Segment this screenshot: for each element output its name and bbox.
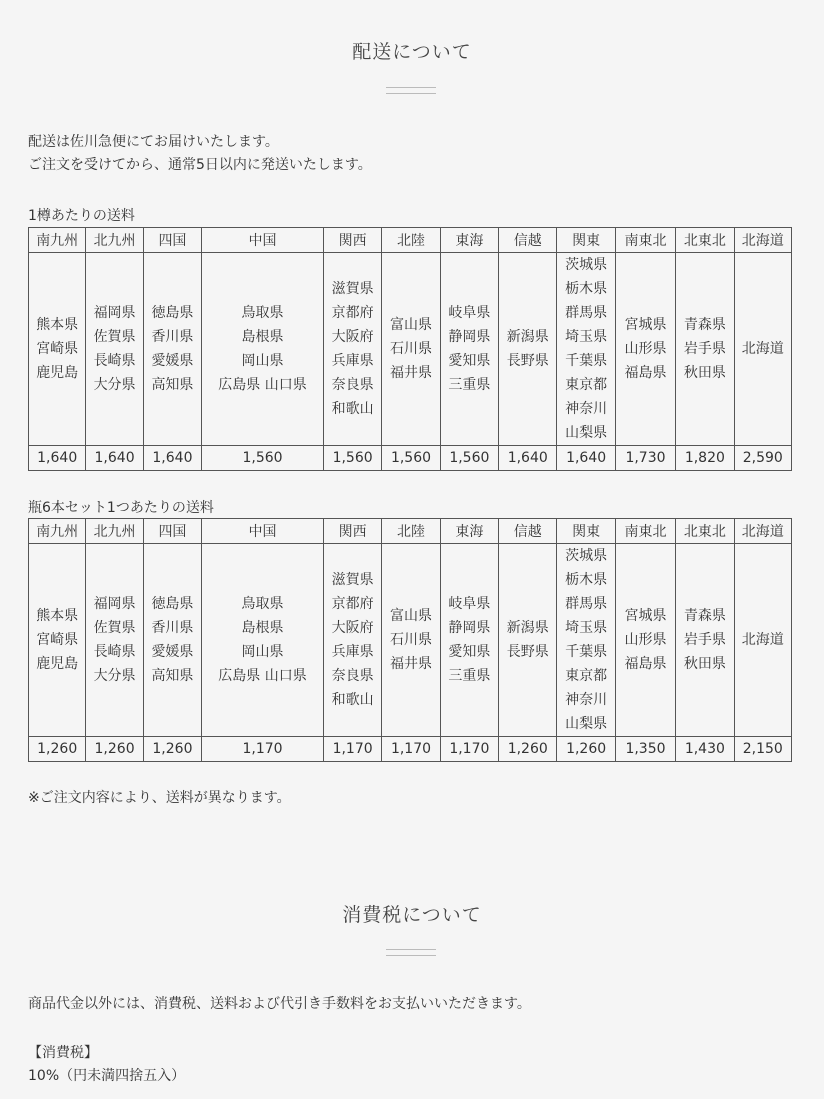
prefecture-name: 大分県: [93, 668, 136, 684]
prefecture-name: 宮城県: [624, 317, 667, 333]
prefecture-name: 神奈川: [565, 692, 608, 708]
prefecture-name: 愛媛県: [151, 644, 194, 660]
prefecture-name: 徳島県: [151, 596, 194, 612]
prefecture-name: 福井県: [389, 365, 432, 381]
prefecture-name: 埼玉県: [565, 620, 608, 636]
prefecture-name: 香川県: [151, 620, 194, 636]
prefecture-row: [29, 253, 792, 446]
price-cell: 1,170: [202, 737, 324, 762]
prefecture-name: 滋賀県: [331, 572, 374, 588]
prefecture-name: 新潟県: [506, 329, 549, 345]
prefecture-cell: [676, 253, 734, 446]
prefecture-name: 宮崎県: [36, 632, 79, 648]
prefecture-cell: [86, 253, 143, 446]
region-header: 北海道: [734, 519, 791, 544]
prefecture-name: 宮崎県: [36, 341, 79, 357]
region-header: 南東北: [615, 228, 675, 253]
prefecture-name: 岡山県: [241, 353, 284, 369]
prefecture-name: 愛知県: [448, 353, 491, 369]
prefecture-name: 徳島県: [151, 305, 194, 321]
prefecture-name: 広島県 山口県: [218, 668, 307, 684]
prefecture-name: 高知県: [151, 668, 194, 684]
price-cell: 1,640: [557, 446, 615, 471]
prefecture-cell: [323, 544, 381, 737]
prefecture-name: 埼玉県: [565, 329, 608, 345]
prefecture-cell: [440, 544, 498, 737]
region-header: 北陸: [382, 519, 440, 544]
prefecture-cell: [143, 544, 201, 737]
region-header: 北陸: [382, 228, 440, 253]
prefecture-name: 茨城県: [565, 548, 608, 564]
prefecture-cell: [499, 544, 557, 737]
prefecture-name: 新潟県: [506, 620, 549, 636]
price-cell: 1,640: [499, 446, 557, 471]
region-header: 信越: [499, 228, 557, 253]
prefecture-name: 香川県: [151, 329, 194, 345]
region-header: 中国: [202, 228, 324, 253]
prefecture-name: 島根県: [241, 329, 284, 345]
price-cell: 1,170: [440, 737, 498, 762]
region-header: 四国: [143, 228, 201, 253]
prefecture-name: 岡山県: [241, 644, 284, 660]
prefecture-name: 鳥取県: [241, 305, 284, 321]
shipping-note: ※ご注文内容により、送料が異なります。: [28, 790, 291, 806]
prefecture-cell: [202, 253, 324, 446]
shipping-table-barrel: [28, 227, 792, 471]
prefecture-name: 鹿児島: [36, 365, 79, 381]
region-header: 中国: [202, 519, 324, 544]
prefecture-cell: [382, 253, 440, 446]
prefecture-name: 京都府: [331, 596, 374, 612]
price-cell: 1,260: [557, 737, 615, 762]
tax-label: 【消費税】: [28, 1045, 98, 1061]
price-cell: 1,820: [676, 446, 734, 471]
prefecture-name: 長野県: [506, 644, 549, 660]
price-cell: 1,640: [29, 446, 86, 471]
prefecture-name: 三重県: [448, 668, 491, 684]
prefecture-name: 山形県: [624, 632, 667, 648]
prefecture-name: 石川県: [389, 632, 432, 648]
prefecture-name: 長野県: [506, 353, 549, 369]
prefecture-name: 佐賀県: [93, 329, 136, 345]
region-header: 関東: [557, 519, 615, 544]
prefecture-name: 和歌山: [331, 401, 374, 417]
prefecture-cell: [734, 253, 791, 446]
prefecture-cell: [615, 253, 675, 446]
price-cell: 1,560: [323, 446, 381, 471]
prefecture-name: 長崎県: [93, 644, 136, 660]
region-header: 北九州: [86, 228, 143, 253]
region-header: 南九州: [29, 519, 86, 544]
prefecture-name: 秋田県: [683, 656, 726, 672]
prefecture-name: 長崎県: [93, 353, 136, 369]
prefecture-name: 兵庫県: [331, 353, 374, 369]
prefecture-name: 熊本県: [36, 317, 79, 333]
prefecture-name: 神奈川: [565, 401, 608, 417]
prefecture-cell: [29, 544, 86, 737]
price-cell: 1,350: [615, 737, 675, 762]
prefecture-name: 東京都: [565, 668, 608, 684]
region-header: 関西: [323, 228, 381, 253]
prefecture-name: 北海道: [741, 341, 784, 357]
region-header: 関東: [557, 228, 615, 253]
price-cell: 1,560: [202, 446, 324, 471]
prefecture-name: 宮城県: [624, 608, 667, 624]
prefecture-cell: [143, 253, 201, 446]
prefecture-name: 群馬県: [565, 305, 608, 321]
prefecture-name: 鳥取県: [241, 596, 284, 612]
prefecture-name: 島根県: [241, 620, 284, 636]
prefecture-name: 大分県: [93, 377, 136, 393]
region-header: 四国: [143, 519, 201, 544]
prefecture-name: 和歌山: [331, 692, 374, 708]
tax-title: 消費税について: [342, 904, 482, 926]
price-cell: 1,260: [499, 737, 557, 762]
prefecture-cell: [615, 544, 675, 737]
price-cell: 1,170: [323, 737, 381, 762]
price-row: [29, 446, 792, 471]
prefecture-name: 群馬県: [565, 596, 608, 612]
shipping-table-bottle-set: [28, 518, 792, 762]
region-header: 東海: [440, 228, 498, 253]
title-divider: [386, 87, 436, 94]
price-cell: 1,260: [29, 737, 86, 762]
price-cell: 2,150: [734, 737, 791, 762]
prefecture-cell: [202, 544, 324, 737]
prefecture-name: 京都府: [331, 305, 374, 321]
price-cell: 1,560: [382, 446, 440, 471]
shipping-intro-line-1: 配送は佐川急便にてお届けいたします。: [28, 134, 279, 150]
prefecture-name: 秋田県: [683, 365, 726, 381]
prefecture-name: 山梨県: [565, 716, 608, 732]
prefecture-cell: [86, 544, 143, 737]
prefecture-name: 岩手県: [683, 632, 726, 648]
prefecture-name: 奈良県: [331, 668, 374, 684]
prefecture-name: 福島県: [624, 365, 667, 381]
prefecture-cell: [676, 544, 734, 737]
prefecture-cell: [499, 253, 557, 446]
prefecture-cell: [29, 253, 86, 446]
prefecture-cell: [382, 544, 440, 737]
prefecture-name: 岩手県: [683, 341, 726, 357]
prefecture-name: 兵庫県: [331, 644, 374, 660]
tax-rate: 10%（円未満四捨五入）: [28, 1068, 186, 1084]
region-header: 信越: [499, 519, 557, 544]
prefecture-name: 青森県: [683, 608, 726, 624]
prefecture-name: 岐阜県: [448, 305, 491, 321]
prefecture-name: 山形県: [624, 341, 667, 357]
price-cell: 1,640: [143, 446, 201, 471]
price-cell: 1,730: [615, 446, 675, 471]
prefecture-name: 福岡県: [93, 305, 136, 321]
prefecture-row: [29, 544, 792, 737]
prefecture-name: 福島県: [624, 656, 667, 672]
prefecture-cell: [734, 544, 791, 737]
title-divider: [386, 949, 436, 956]
region-header: 北九州: [86, 519, 143, 544]
price-row: [29, 737, 792, 762]
prefecture-name: 愛知県: [448, 644, 491, 660]
tax-description: 商品代金以外には、消費税、送料および代引き手数料をお支払いいただきます。: [28, 996, 531, 1012]
prefecture-name: 茨城県: [565, 257, 608, 273]
prefecture-name: 福井県: [389, 656, 432, 672]
prefecture-cell: [440, 253, 498, 446]
price-cell: 1,430: [676, 737, 734, 762]
shipping-title: 配送について: [352, 41, 472, 63]
price-cell: 1,260: [86, 737, 143, 762]
table-caption-bottle-set: 瓶6本セット1つあたりの送料: [28, 500, 214, 516]
region-header: 北東北: [676, 228, 734, 253]
prefecture-name: 滋賀県: [331, 281, 374, 297]
prefecture-name: 佐賀県: [93, 620, 136, 636]
region-header: 東海: [440, 519, 498, 544]
prefecture-name: 鹿児島: [36, 656, 79, 672]
table-caption-barrel: 1樽あたりの送料: [28, 208, 135, 224]
prefecture-name: 大阪府: [331, 329, 374, 345]
header-row: [29, 228, 792, 253]
region-header: 北海道: [734, 228, 791, 253]
region-header: 南東北: [615, 519, 675, 544]
region-header: 関西: [323, 519, 381, 544]
prefecture-cell: [557, 253, 615, 446]
prefecture-name: 三重県: [448, 377, 491, 393]
prefecture-name: 石川県: [389, 341, 432, 357]
prefecture-name: 熊本県: [36, 608, 79, 624]
header-row: [29, 519, 792, 544]
prefecture-name: 愛媛県: [151, 353, 194, 369]
prefecture-name: 静岡県: [448, 620, 491, 636]
prefecture-name: 青森県: [683, 317, 726, 333]
price-cell: 1,260: [143, 737, 201, 762]
shipping-intro: [28, 131, 372, 177]
prefecture-name: 山梨県: [565, 425, 608, 441]
region-header: 南九州: [29, 228, 86, 253]
prefecture-name: 東京都: [565, 377, 608, 393]
prefecture-cell: [557, 544, 615, 737]
region-header: 北東北: [676, 519, 734, 544]
prefecture-name: 富山県: [389, 317, 432, 333]
prefecture-name: 富山県: [389, 608, 432, 624]
price-cell: 1,560: [440, 446, 498, 471]
prefecture-name: 千葉県: [565, 353, 608, 369]
price-cell: 1,170: [382, 737, 440, 762]
prefecture-name: 広島県 山口県: [218, 377, 307, 393]
prefecture-name: 千葉県: [565, 644, 608, 660]
prefecture-name: 岐阜県: [448, 596, 491, 612]
prefecture-name: 栃木県: [565, 572, 608, 588]
prefecture-name: 北海道: [741, 632, 784, 648]
prefecture-name: 大阪府: [331, 620, 374, 636]
shipping-intro-line-2: ご注文を受けてから、通常5日以内に発送いたします。: [28, 157, 372, 173]
prefecture-name: 奈良県: [331, 377, 374, 393]
prefecture-name: 栃木県: [565, 281, 608, 297]
prefecture-name: 高知県: [151, 377, 194, 393]
prefecture-cell: [323, 253, 381, 446]
prefecture-name: 福岡県: [93, 596, 136, 612]
price-cell: 2,590: [734, 446, 791, 471]
price-cell: 1,640: [86, 446, 143, 471]
prefecture-name: 静岡県: [448, 329, 491, 345]
